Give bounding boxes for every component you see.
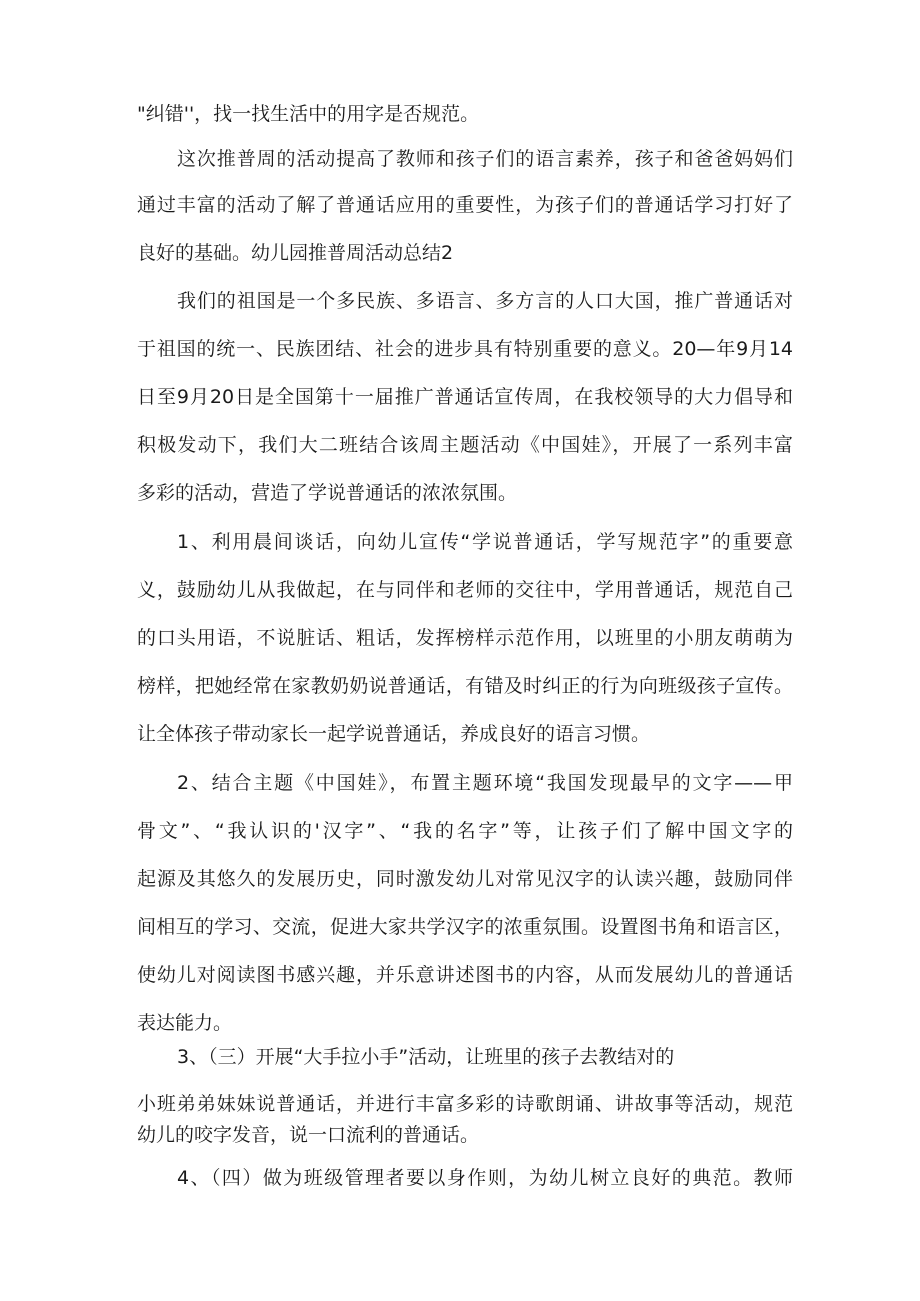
text-line: 多彩的活动，营造了学说普通话的浓浓氛围。 [137, 482, 518, 504]
text-line: 使幼儿对阅读图书感兴趣，并乐意讲述图书的内容，从而发展幼儿的普通话 [137, 964, 793, 986]
text-line: "纠错''，找一找生活中的用字是否规范。 [137, 103, 480, 125]
text-line: 表达能力。 [137, 1012, 233, 1034]
text-line: 义，鼓励幼儿从我做起，在与同伴和老师的交往中，学用普通话，规范自己 [137, 579, 793, 601]
text-line: 通过丰富的活动了解了普通话应用的重要性，为孩子们的普通话学习打好了 [137, 194, 793, 216]
text-line: 榜样，把她经常在家教奶奶说普通话，有错及时纠正的行为向班级孩子宣传。 [137, 675, 793, 697]
text-line: 良好的基础。幼儿园推普周活动总结2 [137, 242, 454, 264]
paragraph-start-line: 我们的祖国是一个多民族、多语言、多方言的人口大国，推广普通话对 [177, 290, 793, 312]
text-line: 幼儿的咬字发音，说一口流利的普通话。 [137, 1124, 480, 1146]
text-line: 骨文”、“我认识的'汉字”、“我的名字”等，让孩子们了解中国文字的 [137, 820, 793, 842]
list-item-4-line: 4、（四）做为班级管理者要以身作则，为幼儿树立良好的典范。教师 [177, 1167, 793, 1189]
text-line: 起源及其悠久的发展历史，同时激发幼儿对常见汉字的认读兴趣，鼓励同伴 [137, 868, 793, 890]
list-item-3-line: 3、（三）开展“大手拉小手”活动，让班里的孩子去教结对的 [177, 1046, 675, 1068]
text-line: 小班弟弟妹妹说普通话，并进行丰富多彩的诗歌朗诵、讲故事等活动，规范 [137, 1093, 793, 1115]
text-line: 让全体孩子带动家长一起学说普通话，养成良好的语言习惯。 [137, 723, 651, 745]
text-line: 于祖国的统一、民族团结、社会的进步具有特别重要的意义。20—年9月14 [137, 338, 793, 360]
paragraph-start-line: 这次推普周的活动提高了教师和孩子们的语言素养，孩子和爸爸妈妈们 [177, 148, 793, 170]
text-line: 间相互的学习、交流，促进大家共学汉字的浓重氛围。设置图书角和语言区， [137, 916, 793, 938]
list-item-2-line: 2、结合主题《中国娃》，布置主题环境“我国发现最早的文字——甲 [177, 772, 793, 794]
text-line: 的口头用语，不说脏话、粗话，发挥榜样示范作用，以班里的小朋友萌萌为 [137, 627, 793, 649]
text-line: 日至9月20日是全国第十一届推广普通话宣传周，在我校领导的大力倡导和 [137, 386, 793, 408]
text-line: 积极发动下，我们大二班结合该周主题活动《中国娃》，开展了一系列丰富 [137, 434, 793, 456]
list-item-1-line: 1、利用晨间谈话，向幼儿宣传“学说普通话，学写规范字”的重要意 [177, 531, 793, 553]
